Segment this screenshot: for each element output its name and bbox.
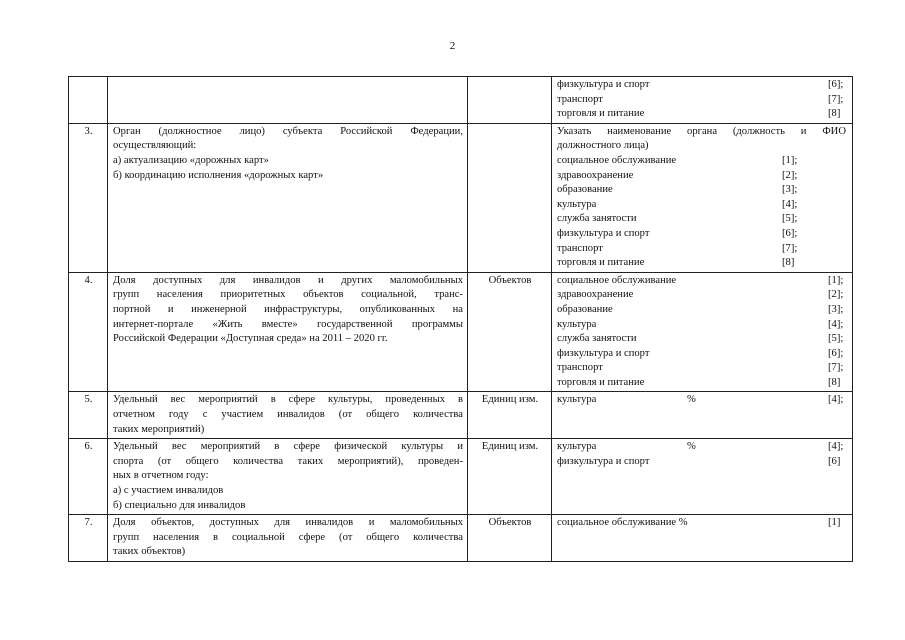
sphere-item: [557, 361, 848, 376]
sphere-ref: [4];: [782, 198, 798, 210]
percent-unit: [687, 455, 828, 470]
unit-of-measure: [468, 123, 552, 272]
description-line: а) с участием инвалидов: [113, 485, 224, 497]
sphere-item: [557, 393, 848, 408]
sphere-item: [557, 376, 848, 391]
sphere-name: образование: [557, 303, 613, 315]
row-number: 4.: [69, 272, 108, 392]
indicators-table: [68, 76, 853, 562]
indicator-description: [108, 392, 468, 439]
unit-of-measure: [468, 77, 552, 124]
sphere-name: физкультура и спорт: [557, 347, 650, 359]
sphere-name: физкультура и спорт: [557, 227, 650, 239]
sphere-name: культура: [557, 198, 597, 210]
description-line: отчетном году с участием инвалидов (от общего количества: [113, 409, 463, 421]
sphere-ref: [5];: [828, 333, 844, 345]
sphere-ref: [8]: [782, 257, 795, 269]
sphere-ref: [1];: [828, 274, 844, 286]
description-line: Удельный вес мероприятий в сфере физической культуры и: [113, 441, 463, 453]
sphere-item: [557, 183, 846, 198]
table-row: [69, 77, 853, 124]
sphere-ref: [4];: [828, 394, 844, 406]
description-line: Российской Федерации «Доступная среда» на 2011 – 2020 гг.: [113, 333, 388, 345]
sphere-ref: [2];: [828, 289, 844, 301]
description-line: Доля доступных для инвалидов и других маломобильных: [113, 274, 463, 286]
sphere-item: [557, 198, 846, 213]
sphere-name: служба занятости: [557, 213, 637, 225]
sphere-item: [557, 107, 848, 122]
sphere-name: транспорт: [557, 242, 603, 254]
sphere-name: транспорт: [557, 362, 603, 374]
sphere-name: торговля и питание: [557, 376, 645, 388]
table-row: [69, 515, 853, 562]
sphere-list: [552, 77, 853, 124]
table-row: [69, 392, 853, 439]
sphere-ref: [6];: [828, 347, 844, 359]
sphere-ref: [6];: [828, 79, 844, 90]
percent-unit: %: [687, 394, 696, 406]
sphere-list: [552, 515, 853, 562]
description-line: осуществляющий:: [113, 140, 197, 152]
sphere-item: [557, 154, 846, 169]
row-number: [69, 77, 108, 124]
sphere-ref: [7];: [828, 93, 844, 105]
description-line: Орган (должностное лицо) субъекта Российской Федерации,: [113, 125, 463, 137]
sphere-item: [557, 318, 848, 333]
sphere-item: [557, 440, 848, 455]
sphere-item: [557, 455, 848, 470]
table-row: [69, 272, 853, 392]
description-line: Удельный вес мероприятий в сфере культуры, проведенных в: [113, 394, 463, 406]
sphere-ref: [5];: [782, 213, 798, 225]
sphere-ref: [6]: [828, 455, 841, 467]
row-number: 5.: [69, 392, 108, 439]
sphere-ref: [8]: [828, 376, 841, 388]
table-row: [69, 439, 853, 515]
sphere-ref: [3];: [782, 184, 798, 196]
sphere-ref: [4];: [828, 318, 844, 330]
sphere-item: [557, 242, 846, 257]
sphere-name: служба занятости: [557, 333, 637, 345]
description-line: таких мероприятий): [113, 423, 205, 435]
description-line: групп населения приоритетных объектов социальной, транс-: [113, 289, 463, 301]
sphere-item: [557, 303, 848, 318]
description-line: ных в отчетном году:: [113, 470, 209, 482]
sphere-ref: [8]: [828, 108, 841, 120]
list-header-line: должностного лица): [557, 140, 649, 152]
sphere-name: культура: [557, 441, 597, 453]
unit-of-measure: Единиц изм.: [468, 392, 552, 439]
sphere-list: [552, 439, 853, 515]
sphere-item: [557, 256, 846, 271]
sphere-ref: [4];: [828, 441, 844, 453]
sphere-item: [557, 93, 848, 108]
sphere-list: [552, 272, 853, 392]
description-line: б) специально для инвалидов: [113, 499, 246, 511]
indicator-description: [108, 123, 468, 272]
sphere-name: культура: [557, 394, 597, 406]
table-row: [69, 123, 853, 272]
unit-of-measure: Единиц изм.: [468, 439, 552, 515]
description-line: интернет-портале «Жить вместе» государственной программы: [113, 318, 463, 330]
list-header-line: Указать наименование органа (должность и ФИО: [557, 125, 846, 137]
description-line: а) актуализацию «дорожных карт»: [113, 154, 269, 166]
description-line: б) координацию исполнения «дорожных карт»: [113, 169, 324, 181]
sphere-name: физкультура и спорт: [557, 455, 650, 467]
row-number: 6.: [69, 439, 108, 515]
percent-unit: %: [687, 441, 696, 453]
sphere-list: [552, 392, 853, 439]
sphere-name: образование: [557, 184, 613, 196]
row-number: 7.: [69, 515, 108, 562]
indicator-description: [108, 77, 468, 124]
sphere-ref: [2];: [782, 169, 798, 181]
sphere-list: [552, 123, 853, 272]
sphere-name: торговля и питание: [557, 108, 645, 120]
sphere-item: [557, 169, 846, 184]
sphere-ref: [1]: [828, 517, 841, 529]
indicator-description: [108, 515, 468, 562]
row-number: 3.: [69, 123, 108, 272]
sphere-name: социальное обслуживание: [557, 274, 677, 286]
indicator-description: [108, 439, 468, 515]
sphere-ref: [6];: [782, 227, 798, 239]
sphere-name: физкультура и спорт: [557, 79, 650, 90]
description-line: портной и инженерной инфраструктуры, опубликованных на: [113, 303, 463, 315]
sphere-ref: [7];: [828, 362, 844, 374]
sphere-name: торговля и питание: [557, 257, 645, 269]
sphere-item: [557, 212, 846, 227]
sphere-name: культура: [557, 318, 597, 330]
description-line: таких объектов): [113, 546, 186, 558]
unit-of-measure: Объектов: [468, 515, 552, 562]
sphere-item: [557, 288, 848, 303]
sphere-ref: [3];: [828, 303, 844, 315]
page-number: 2: [449, 40, 456, 52]
sphere-item: [557, 516, 848, 531]
sphere-name: социальное обслуживание %: [557, 517, 688, 529]
sphere-name: здравоохранение: [557, 169, 634, 181]
unit-of-measure: Объектов: [468, 272, 552, 392]
sphere-name: транспорт: [557, 93, 603, 105]
description-line: групп населения в социальной сфере (от общего количества: [113, 531, 463, 543]
sphere-item: [557, 347, 848, 362]
sphere-item: [557, 274, 848, 289]
sphere-name: социальное обслуживание: [557, 154, 677, 166]
sphere-ref: [7];: [782, 242, 798, 254]
sphere-name: здравоохранение: [557, 289, 634, 301]
sphere-ref: [1];: [782, 154, 798, 166]
indicator-description: [108, 272, 468, 392]
sphere-item: [557, 227, 846, 242]
sphere-item: [557, 332, 848, 347]
sphere-item: [557, 78, 848, 93]
description-line: спорта (от общего количества таких мероприятий), проведен-: [113, 455, 463, 467]
description-line: Доля объектов, доступных для инвалидов и маломобильных: [113, 517, 463, 529]
